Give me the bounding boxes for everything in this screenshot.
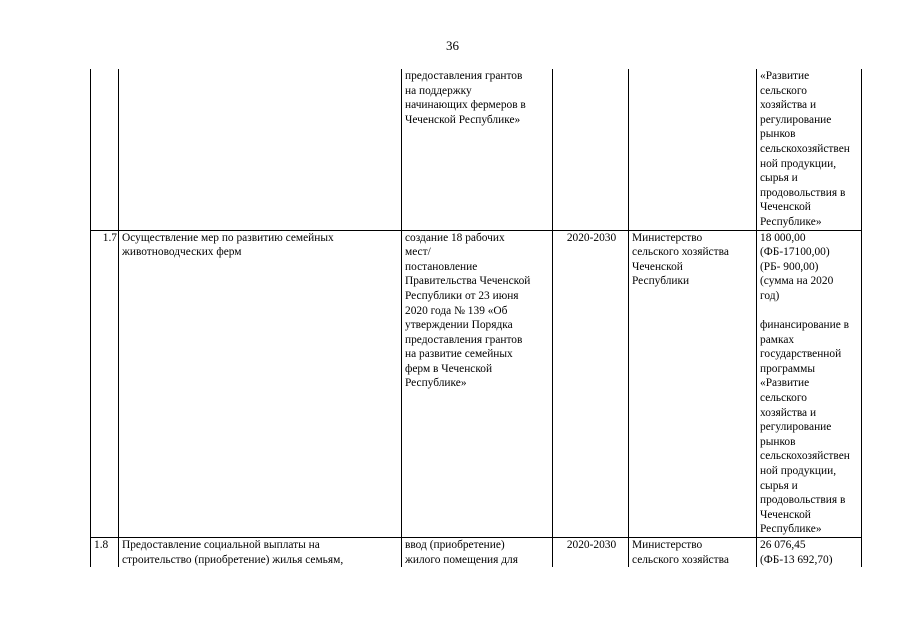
row-number: 1.8 bbox=[91, 538, 119, 568]
executor-cell bbox=[629, 69, 757, 230]
measures-table bbox=[90, 69, 862, 567]
measure-cell: Осуществление мер по развитию семейных животноводческих ферм bbox=[119, 230, 402, 537]
measure-cell: Предоставление социальной выплаты на строительство (приобретение) жилья семьям, bbox=[119, 538, 402, 568]
executor-cell: Министерство сельского хозяйства Чеченской Республики bbox=[629, 230, 757, 537]
result-cell: предоставления грантов на поддержку начинающих фермеров в Чеченской Республике» bbox=[402, 69, 553, 230]
funding-cell: 18 000,00 (ФБ-17100,00) (РБ- 900,00) (сумма на 2020 год) финансирование в рамках государственной программы «Развитие сельского хозяйства и регулирование рынков сельскохозяйствен ной продукции, сырья и продовольствия в Чеченской Республике» bbox=[757, 230, 862, 537]
table-row bbox=[91, 69, 862, 230]
period-cell: 2020-2030 bbox=[553, 538, 629, 568]
measure-cell bbox=[119, 69, 402, 230]
page-number: 36 bbox=[446, 38, 459, 53]
funding-cell: «Развитие сельского хозяйства и регулирование рынков сельскохозяйствен ной продукции, сырья и продовольствия в Чеченской Республике» bbox=[757, 69, 862, 230]
period-cell bbox=[553, 69, 629, 230]
row-number bbox=[91, 69, 119, 230]
table-row bbox=[91, 538, 862, 568]
funding-cell: 26 076,45 (ФБ-13 692,70) bbox=[757, 538, 862, 568]
row-number: 1.7 bbox=[91, 230, 119, 537]
table-row bbox=[91, 230, 862, 537]
executor-cell: Министерство сельского хозяйства bbox=[629, 538, 757, 568]
result-cell: создание 18 рабочих мест/ постановление Правительства Чеченской Республики от 23 июня 2020 года № 139 «Об утверждении Порядка предоставления грантов на развитие семейных ферм в Чеченской Республике» bbox=[402, 230, 553, 537]
period-cell: 2020-2030 bbox=[553, 230, 629, 537]
result-cell: ввод (приобретение) жилого помещения для bbox=[402, 538, 553, 568]
